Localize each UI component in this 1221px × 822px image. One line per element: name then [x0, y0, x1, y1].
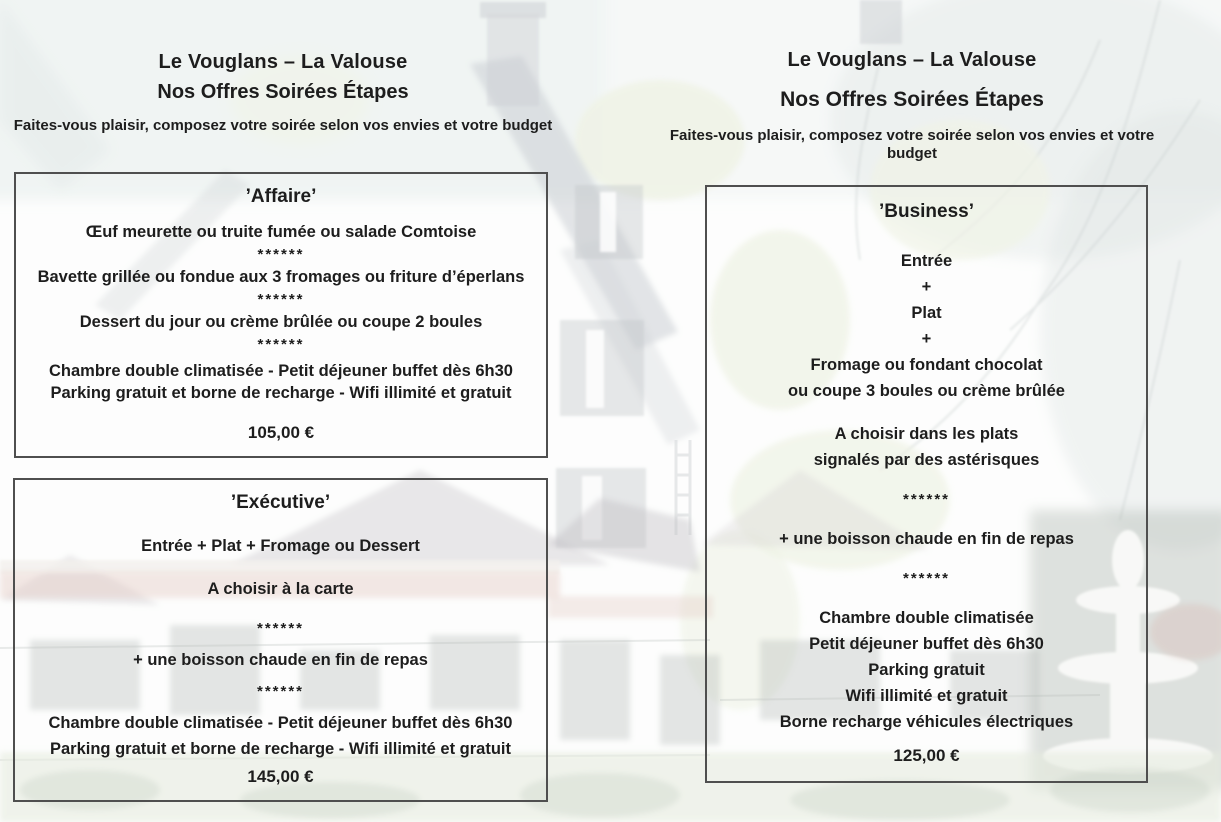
offer-line: + [921, 278, 932, 296]
stars-separator: ****** [256, 620, 305, 637]
offer-line: Parking gratuit [868, 661, 985, 679]
stars-separator: ****** [256, 683, 305, 700]
offer-box-business [705, 185, 1148, 783]
offer-line: Chambre double climatisée - Petit déjeuner buffet dès 6h30 [48, 714, 513, 732]
offer-line: Parking gratuit et borne de recharge - Wifi illimité et gratuit [50, 384, 512, 402]
offer-line: + une boisson chaude en fin de repas [779, 530, 1074, 548]
offer-name: ’Business’ [878, 201, 975, 222]
right-header [652, 48, 1172, 163]
right-title-line2: Nos Offres Soirées Étapes [780, 88, 1044, 111]
offer-line: + une boisson chaude en fin de repas [133, 651, 428, 669]
offer-price: 125,00 € [893, 746, 960, 765]
right-subtitle: Faites-vous plaisir, composez votre soirée selon vos envies et votre budget [669, 127, 1155, 162]
stars-separator: ****** [902, 570, 951, 587]
offer-line: + [921, 330, 932, 348]
offer-line: Chambre double climatisée [819, 609, 1034, 627]
left-subtitle: Faites-vous plaisir, composez votre soirée selon vos envies et votre budget [13, 117, 553, 134]
stars-separator: ****** [902, 491, 951, 508]
right-title-line1: Le Vouglans – La Valouse [787, 49, 1037, 71]
offer-box-affaire [14, 172, 548, 458]
offer-line: A choisir dans les plats [834, 425, 1019, 443]
offer-line: Plat [911, 304, 942, 322]
stars-separator: ****** [257, 291, 305, 308]
offer-name: ’Exécutive’ [230, 492, 331, 513]
offer-line: Entrée [900, 252, 953, 270]
left-header [0, 50, 566, 135]
left-title-line1: Le Vouglans – La Valouse [158, 51, 408, 73]
offer-name: ’Affaire’ [245, 186, 317, 207]
offer-line: Fromage ou fondant chocolat [810, 356, 1043, 374]
offer-box-executive [13, 478, 548, 802]
offer-line: signalés par des astérisques [813, 451, 1040, 469]
stars-separator: ****** [257, 246, 305, 263]
offer-line: Bavette grillée ou fondue aux 3 fromages ou friture d’éperlans [37, 268, 525, 286]
left-title-line2: Nos Offres Soirées Étapes [157, 81, 409, 103]
offer-line: A choisir à la carte [207, 580, 354, 598]
offer-line: Œuf meurette ou truite fumée ou salade Comtoise [85, 223, 477, 241]
offer-price: 145,00 € [247, 767, 314, 786]
offer-line: Borne recharge véhicules électriques [779, 713, 1074, 731]
offer-line: Chambre double climatisée - Petit déjeuner buffet dès 6h30 [49, 362, 513, 380]
offer-line: Petit déjeuner buffet dès 6h30 [809, 635, 1044, 653]
offer-line: Wifi illimité et gratuit [845, 687, 1008, 705]
offer-line: Dessert du jour ou crème brûlée ou coupe 2 boules [79, 313, 483, 331]
stars-separator: ****** [257, 336, 305, 353]
offer-line: Parking gratuit et borne de recharge - Wifi illimité et gratuit [49, 740, 511, 758]
offer-price: 105,00 € [247, 423, 315, 442]
offer-line: Entrée + Plat + Fromage ou Dessert [141, 537, 420, 555]
offer-line: ou coupe 3 boules ou crème brûlée [788, 382, 1065, 400]
